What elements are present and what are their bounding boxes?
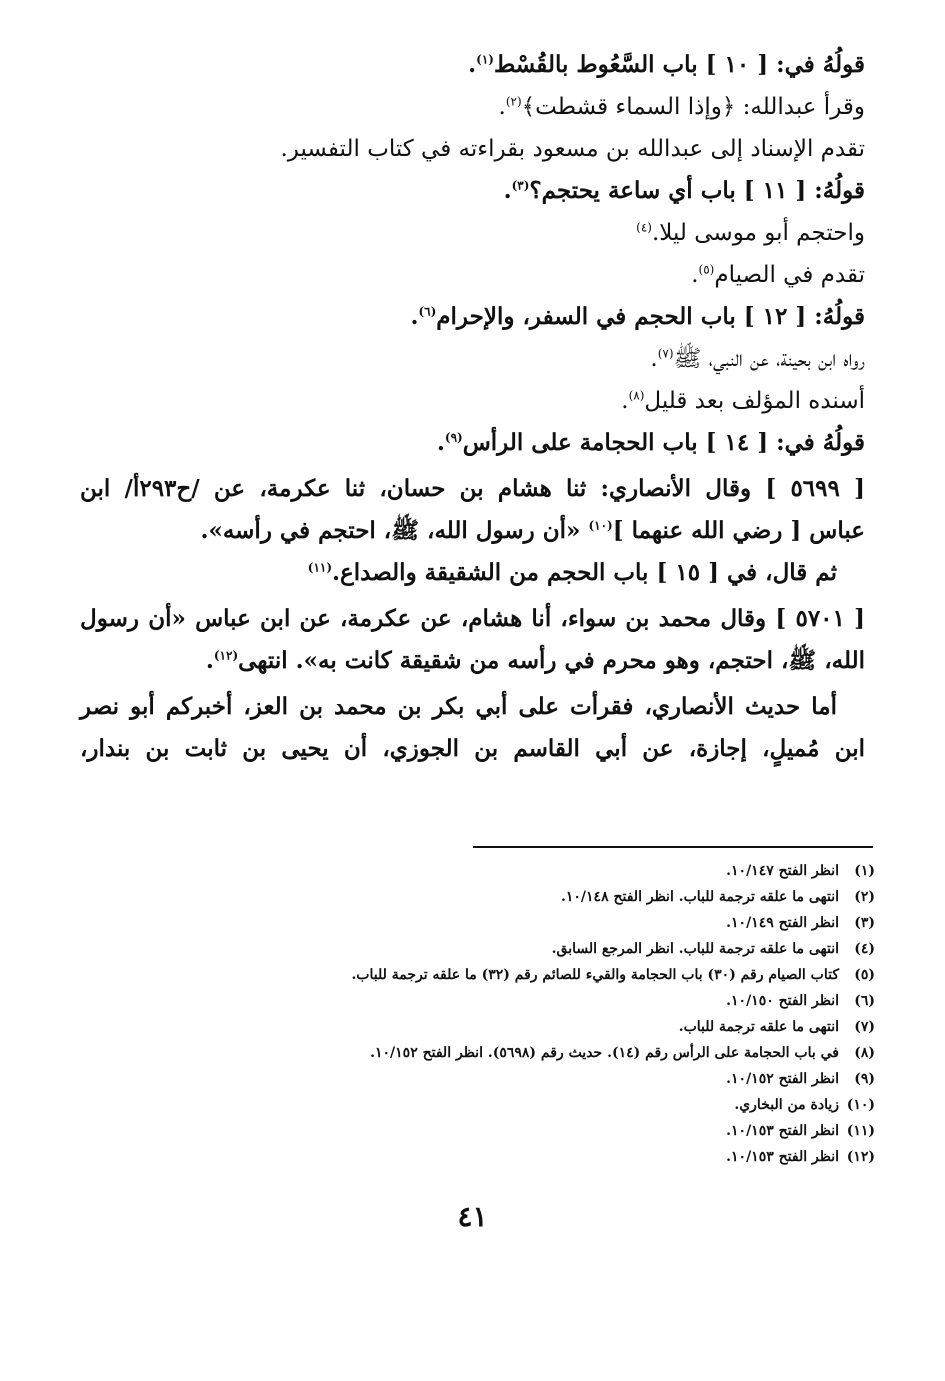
text-line: تقدم الإسناد إلى عبدالله بن مسعود بقراءته في كتاب التفسير. [280,136,865,162]
footnote-text: كتاب الصيام رقم (٣٠) باب الحجامة والقيء للصائم رقم (٣٢) ما علقه ترجمة للباب. [351,967,839,983]
footnote-divider [473,846,873,848]
footnote-marker: (٦) [418,304,437,319]
footnote-number: (١٠) [846,1097,875,1113]
footnote-number: (٥) [854,967,875,983]
narration-line-1: أما حديث الأنصاري، فقرأت على أبي بكر بن محمد بن العز، أخبركم أبو نصر [80,693,837,720]
footnote-marker: (٧) [657,346,674,361]
text-line: تقدم في الصيام$^{(٥)}$. [691,262,865,288]
text-line: ثم قال، في [ ١٥ ] باب الحجم من الشقيقة والصداع.$^{(١١)}$ [307,559,837,586]
text-line: وقرأ عبدالله: ﴿وإذا السماء قشطت﴾$^{(٢)}$. [498,94,865,120]
footnote-marker: (٥) [698,262,715,277]
footnote-text: انظر الفتح ١٠/١٥٣. [726,1149,839,1165]
footnote-text: انظر الفتح ١٠/١٥٠. [726,993,839,1009]
footnote-marker: (١٠) [588,518,613,533]
footnote-marker: (٤) [636,220,652,235]
page-number: ٤١ [457,1200,488,1233]
footnote [80,858,875,884]
text-line: رواه ابن بحينة، عن النبي، ﷺ$^{(٧)}$. [650,346,865,372]
footnote-number: (٢) [854,889,875,905]
footnote-number: (٧) [854,1019,875,1035]
footnote-marker: (١٢) [213,648,239,663]
footnote-number: (١٢) [846,1149,875,1165]
footnote-number: (٨) [854,1045,875,1061]
footnote-text: انظر الفتح ١٠/١٤٩. [726,915,839,931]
footnote-marker: (٩) [444,430,463,445]
footnote-marker: (٨) [628,388,645,403]
footnote-text: انظر الفتح ١٠/١٥٣. [726,1123,839,1139]
hadith-5699-line-1: [ ٥٦٩٩ ] وقال الأنصاري: ثنا هشام بن حسان، ثنا عكرمة، عن /ح٢٩٣أ/ ابن [80,475,865,502]
footnote [80,936,875,962]
footnote [80,988,875,1014]
hadith-5701-line-2: الله، ﷺ، احتجم، وهو محرم في رأسه من شقيقة كانت به». انتهى$^{(١٢)}$. [205,647,865,674]
footnote [80,1014,875,1040]
footnote-text: في باب الحجامة على الرأس رقم (١٤). حديث رقم (٥٦٩٨). انظر الفتح ١٠/١٥٢. [370,1045,839,1061]
footnote-number: (٦) [854,993,875,1009]
heading-line: قولُهُ: [ ١١ ] باب أي ساعة يحتجم؟$^{(٣)}$. [503,177,865,204]
footnote-number: (٩) [854,1071,875,1087]
footnote [80,884,875,910]
footnote-text: انظر الفتح ١٠/١٤٧. [726,863,839,879]
hadith-5699-line-2: عباس [ رضي الله عنهما ]$^{(١٠)}$ «أن رسول الله، ﷺ، احتجم في رأسه». [200,517,865,544]
main-text [80,44,865,770]
narration-line-2: ابن مُميلٍ، إجازة، عن أبي القاسم بن الجوزي، أن يحيى بن ثابت بن بندار، [80,735,865,762]
hadith-5701-line-1: [ ٥٧٠١ ] وقال محمد بن سواء، أنا هشام، عن عكرمة، عن ابن عباس «أن رسول [80,605,865,632]
footnote [80,1092,875,1118]
footnote-marker: (١) [476,52,494,67]
footnote-number: (١) [854,863,875,879]
footnote-marker: (٣) [511,178,530,193]
footnote-number: (٤) [854,941,875,957]
footnote [80,962,875,988]
footnote-marker: (٢) [505,94,522,109]
footnote [80,1118,875,1144]
footnote [80,1144,875,1170]
footnote [80,910,875,936]
footnote-text: انظر الفتح ١٠/١٥٢. [726,1071,839,1087]
footnote-number: (٣) [854,915,875,931]
footnotes [80,858,875,1170]
footnote-marker: (١١) [307,560,333,575]
text-line: واحتجم أبو موسى ليلا.$^{(٤)}$ [636,220,865,246]
footnote [80,1040,875,1066]
heading-line: قولُهُ في: [ ١٠ ] باب السَّعُوط بالقُسْط$^{(١)}$. [468,51,865,78]
footnote-text: انتهى ما علقه ترجمة للباب. انظر المرجع السابق. [551,941,839,957]
text-line: أسنده المؤلف بعد قليل$^{(٨)}$. [621,388,865,414]
heading-line: قولُهُ: [ ١٢ ] باب الحجم في السفر، والإحرام$^{(٦)}$. [410,303,865,330]
footnote-number: (١١) [846,1123,875,1139]
heading-line: قولُهُ في: [ ١٤ ] باب الحجامة على الرأس$^{(٩)}$. [436,429,865,456]
footnote-text: زيادة من البخاري. [734,1097,839,1113]
footnote-text: انتهى ما علقه ترجمة للباب. [678,1019,839,1035]
footnote [80,1066,875,1092]
footnote-text: انتهى ما علقه ترجمة للباب. انظر الفتح ١٠/١٤٨. [561,889,839,905]
